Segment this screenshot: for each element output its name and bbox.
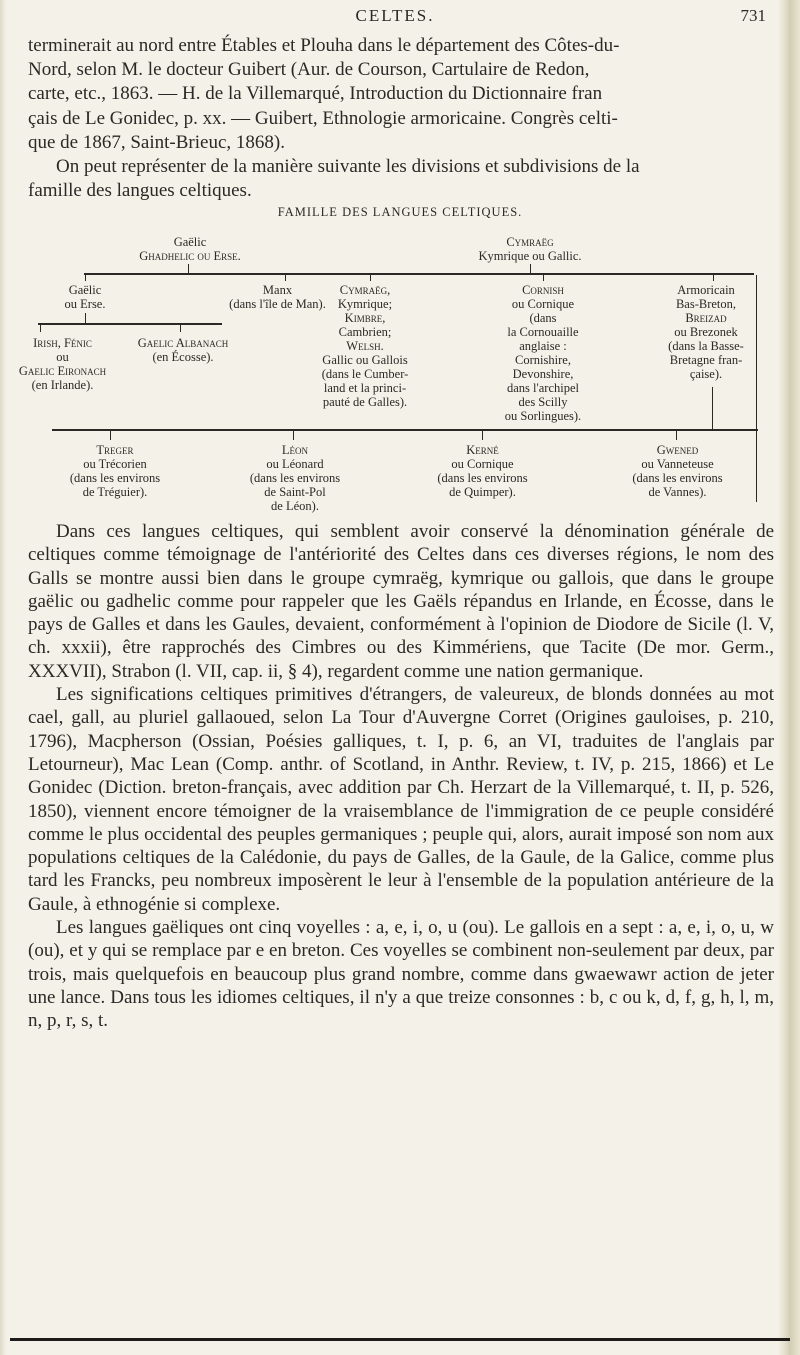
tree-title: FAMILLE DES LANGUES CELTIQUES. (277, 205, 523, 219)
tree-line (85, 313, 86, 323)
tree-line (52, 429, 758, 431)
intro-line: terminerait au nord entre Étables et Plouha dans le département des Côtes-du- (28, 35, 620, 56)
page-number: 731 (740, 6, 766, 25)
tree-node-armoricain: Armoricain Bas-Breton, Breizad ou Brezonek (dans la Basse- Bretagne fran- çaise). (668, 283, 744, 381)
tree-node-treger: Treger ou Trécorien (dans les environs de Tréguier). (69, 443, 161, 499)
intro-line: carte, etc., 1863. — H. de la Villemarqué, Introduction du Dictionnaire fran (28, 83, 603, 105)
tree-line (530, 264, 531, 273)
intro-line: On peut représenter de la manière suivante les divisions et subdivisions de la (56, 156, 640, 178)
tree-node-gaelic: Gaëlic Ghadhelic ou Erse. (139, 235, 241, 263)
tree-line (180, 323, 181, 332)
tree-node-kerne: Kerné ou Cornique (dans les environs de Quimper). (437, 443, 528, 499)
tree-line (676, 431, 677, 440)
tree-line (188, 264, 189, 273)
tree-node-manx: Manx (dans l'île de Man). (229, 283, 326, 311)
body-text (28, 520, 774, 1033)
body-paragraph: Les langues gaëliques ont cinq voyelles : a, e, i, o, u (ou). Le gallois en a sept : a, e, i, o, u, w (ou), et y qui se remplace par e en breton. Ces voyelles se combinent non-seulement par deux, par trois, mais quelquefois en beaucoup plus grand nombre, comme dans gwaewawr action de jeter une lance. Dans tous les idiomes celtiques, il n'y a que treize consonnes : b, c ou k, d, f, g, h, l, m, n, p, r, s, t. (28, 917, 774, 1032)
intro-line: Nord, selon M. le docteur Guibert (Aur. de Courson, Cartulaire de Redon, (28, 59, 590, 81)
tree-node-gaelic-erse: Gaëlic ou Erse. (64, 283, 106, 311)
intro-line: çais de Le Gonidec, p. xx. — Guibert, Ethnologie armoricaine. Congrès celti- (28, 107, 618, 129)
intro-line: famille des langues celtiques. (28, 180, 252, 202)
tree-line (85, 273, 86, 281)
tree-line (482, 431, 483, 440)
intro-line: que de 1867, Saint-Brieuc, 1868). (28, 131, 285, 153)
tree-line (370, 273, 371, 281)
body-paragraph: Les significations celtiques primitives d'étrangers, de valeureux, de blonds données au mot cael, gall, au pluriel gallaoued, selon La Tour d'Auvergne Corret (Origines gauloises, p. 210, 1796), Macpherson (Ossian, Poésies galliques, t. I, p. 6, an VI, traduites de l'anglais par Letourneur), Mac Lean (Comp. anthr. of Scotland, in Anthr. Review, t. IV, p. 215, 1866) et Le Gonidec (Diction. breton-français, avec addition par Ch. Herzart de la Villemarqué, t. II, p. 526, 1850), viennent encore témoigner de la vraisemblance de l'immigration de ce peuple considéré comme le plus occidental des peuples germaniques ; peuple qui, alors, aurait imposé son nom aux populations celtiques de la Calédonie, du pays de Galles, de la Gaule, de la Galice, comme plus tard les Francks, peu nombreux imposèrent le leur à l'ensemble de la population antérieure de la Gaule, à ethnogénie si complexe. (28, 684, 774, 915)
tree-node-gwened: Gwened ou Vanneteuse (dans les environs de Vannes). (632, 443, 723, 499)
running-title: CELTES. (355, 6, 435, 25)
tree-line (293, 431, 294, 440)
tree-line (236, 273, 754, 275)
tree-line (713, 273, 714, 281)
tree-line (40, 323, 41, 332)
tree-node-leon: Léon ou Léonard (dans les environs de Saint-Pol de Léon). (249, 443, 341, 513)
tree-line (285, 273, 286, 281)
tree-node-irish: Irish, Fénic ou Gaelic Eironach (en Irlande). (18, 336, 107, 392)
tree-line (712, 387, 713, 429)
tree-node-cymraeg: Cymraëg Kymrique ou Gallic. (478, 235, 582, 263)
tree-line (543, 273, 544, 281)
body-paragraph: Dans ces langues celtiques, qui semblent avoir conservé la dénomination générale de celtiques comme témoignage de l'antériorité des Celtes dans ces diverses régions, le nom des Galls se montre aussi bien dans le groupe cymraëg, kymrique ou gallois, que dans le groupe gaëlic ou gadhelic comme pour rappeler que les Gaëls répandus en Irlande, en Écosse, dans le pays de Galles et dans les Gaules, devaient, conformément à l'opinion de Diodore de Sicile (l. V, ch. xxxii), être rapprochés des Cimbres ou des Kimmériens, que Tacite (De mor. Germ., XXXVII), Strabon (l. VII, cap. ii, § 4), regardent comme une nation germanique. (28, 521, 774, 682)
tree-line (110, 431, 111, 440)
page-bottom-rule (10, 1338, 790, 1341)
tree-node-gaelic-albanach: Gaelic Albanach (en Écosse). (137, 336, 229, 364)
tree-node-cornish: Cornish ou Cornique (dans la Cornouaille anglaise : Cornishire, Devonshire, dans l'archipel des Scilly ou Sorlingues). (504, 283, 582, 423)
tree-node-cymraeg-sub: Cymraëg, Kymrique; Kimbre, Cambrien; Welsh. Gallic ou Gallois (dans le Cumber- land et la princi- pauté de Galles). (321, 283, 409, 409)
tree-line (38, 323, 222, 325)
